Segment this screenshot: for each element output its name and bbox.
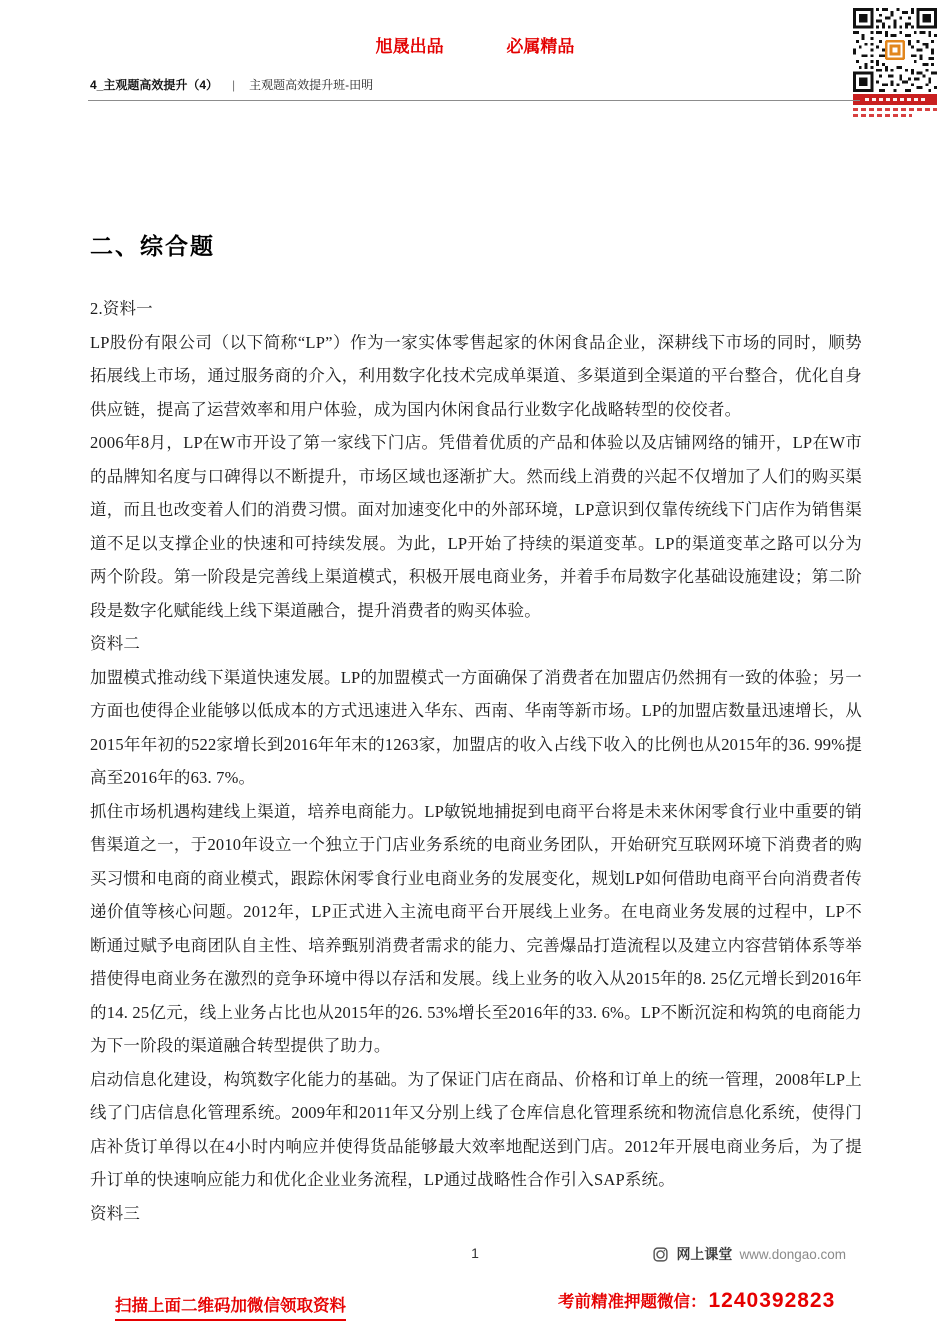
paragraph: 加盟模式推动线下渠道快速发展。LP的加盟模式一方面确保了消费者在加盟店仍然拥有一致的体验；另一方面也使得企业能够以低成本的方式迅速进入华东、西南、华南等新市场。LP的加盟店数量迅速增长，从2015年年初的522家增长到2016年年末的1263家，加盟店的收入占线下收入的比例也从2015年的36. 99%提高至2016年的63. 7%。 — [90, 667, 862, 787]
brand-name: 网上课堂 — [676, 1246, 733, 1262]
banner-right: 必属精品 — [506, 37, 575, 56]
qr-code-icon — [853, 8, 937, 92]
paragraph-material-2-label: 资料二 — [90, 634, 141, 653]
paragraph: 抓住市场机遇构建线上渠道，培养电商能力。LP敏锐地捕捉到电商平台将是未来休闲零食行业中重要的销售渠道之一，于2010年设立一个独立于门店业务系统的电商业务团队，开始研究互联网环境下消费者的购买习惯和电商的商业模式，跟踪休闲零食行业电商业务的发展变化，规划LP如何借助电商平台向消费者传递价值等核心问题。2012年，LP正式进入主流电商平台开展线上业务。在电商业务发展的过程中，LP不断通过赋予电商团队自主性、培养甄别消费者需求的能力、完善爆品打造流程以及建立内容营销体系等举措使得电商业务在激烈的竞争环境中得以存活和发展。线上业务的收入从2015年的8. 25亿元增长到2016年的14. 25亿元，线上业务占比也从2015年的26. 53%增长至2016年的33. 6%。LP不断沉淀和构筑的电商能力为下一阶段的渠道融合转型提供了助力。 — [90, 801, 862, 1055]
header-separator: | — [232, 77, 236, 92]
header-divider — [88, 100, 860, 101]
doc-header — [90, 76, 373, 93]
paragraph-material-3-label: 资料三 — [90, 1203, 141, 1223]
brand-url: www.dongao.com — [739, 1246, 846, 1262]
banner-left: 旭晟出品 — [375, 37, 444, 56]
promo-wechat-number: 1240392823 — [708, 1289, 836, 1312]
bottom-promo-left: 扫描上面二维码加微信领取资料 — [115, 1292, 346, 1321]
qr-banner — [853, 94, 937, 105]
paragraph: 启动信息化建设，构筑数字化能力的基础。为了保证门店在商品、价格和订单上的统一管理，2008年LP上线了门店信息化管理系统。2009年和2011年又分别上线了仓库信息化管理系统和物流信息化系统，使得门店补货订单得以在4小时内响应并使得货品能够最大效率地配送到门店。2012年开展电商业务后，为了提升订单的快速响应能力和优化企业业务流程，LP通过战略性合作引入SAP系统。 — [90, 1069, 862, 1189]
qr-banner-text-placeholder — [865, 98, 925, 101]
header-class-name: 主观题高效提升班-田明 — [249, 78, 374, 92]
promo-wechat-label: 考前精准押题微信： — [558, 1293, 707, 1311]
qr-caption-line — [853, 108, 937, 111]
bottom-promo-right — [558, 1288, 835, 1313]
header-course-title: 4_主观题高效提升（4） — [90, 78, 219, 92]
paragraph: 2006年8月，LP在W市开设了第一家线下门店。凭借着优质的产品和体验以及店铺网络的铺开，LP在W市的品牌知名度与口碑得以不断提升，市场区域也逐渐扩大。然而线上消费的兴起不仅增加了人们的购买渠道，而且也改变着人们的消费习惯。面对加速变化中的外部环境，LP意识到仅靠传统线下门店作为销售渠道不足以支撑企业的快速和可持续发展。为此，LP开始了持续的渠道变革。LP的渠道变革之路可以分为两个阶段。第一阶段是完善线上渠道模式，积极开展电商业务，并着手布局数字化基础设施建设；第二阶段是数字化赋能线上线下渠道融合，提升消费者的购买体验。 — [90, 433, 862, 620]
top-banner — [0, 32, 950, 57]
qr-caption-line — [853, 114, 912, 117]
footer-brand — [652, 1244, 846, 1264]
section-heading: 二、综合题 — [90, 233, 215, 259]
paragraph-material-1-label: 2.资料一 — [90, 299, 153, 318]
qr-block — [853, 8, 937, 117]
document-body — [90, 292, 862, 1230]
footer-page-number: 1 — [471, 1245, 479, 1261]
dongao-logo-icon — [652, 1246, 669, 1263]
paragraph: LP股份有限公司（以下简称“LP”）作为一家实体零售起家的休闲食品企业，深耕线下市场的同时，顺势拓展线上市场，通过服务商的介入，利用数字化技术完成单渠道、多渠道到全渠道的平台整合，优化自身供应链，提高了运营效率和用户体验，成为国内休闲食品行业数字化战略转型的佼佼者。 — [90, 332, 862, 419]
